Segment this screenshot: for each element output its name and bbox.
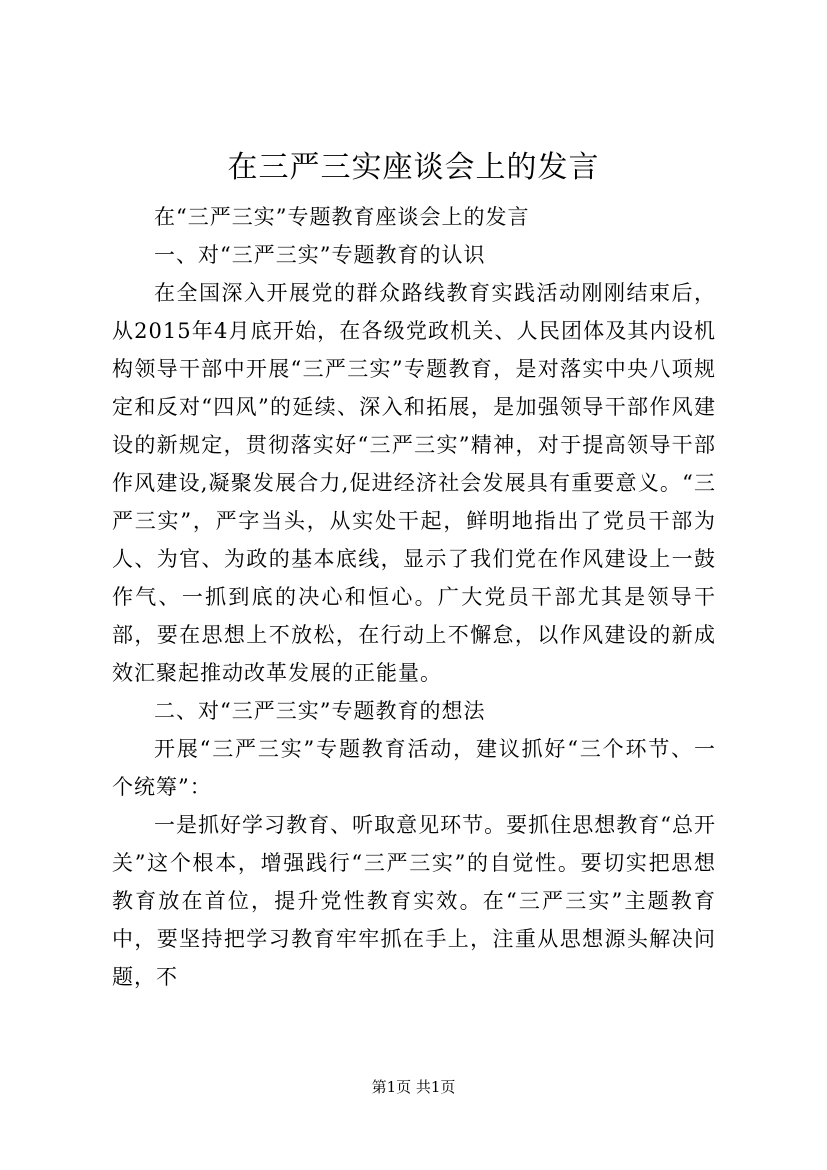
document-body (112, 198, 716, 996)
paragraph-subtitle: 在“三严三实”专题教育座谈会上的发言 (154, 205, 530, 229)
paragraph-body-1: 在全国深入开展党的群众路线教育实践活动刚刚结束后，从2015年4月底开始，在各级党政机关、人民团体及其内设机构领导干部中开展“三严三实”专题教育，是对落实中央八项规定和反对“四风”的延续、深入和拓展，是加强领导干部作风建设的新规定，贯彻落实好“三严三实”精神，对于提高领导干部作风建设,凝聚发展合力,促进经济社会发展具有重要意义。“三严三实”，严字当头，从实处干起，鲜明地指出了党员干部为人、为官、为政的基本底线，显示了我们党在作风建设上一鼓作气、一抓到底的决心和恒心。广大党员干部尤其是领导干部，要在思想上不放松，在行动上不懈怠，以作风建设的新成效汇聚起推动改革发展的正能量。 (112, 281, 716, 685)
paragraph-body-3: 一是抓好学习教育、听取意见环节。要抓住思想教育“总开关”这个根本，增强践行“三严三实”的自觉性。要切实把思想教育放在首位，提升党性教育实效。在“三严三实”主题教育中，要坚持把学习教育牢牢抓在手上，注重从思想源头解决问题，不 (112, 813, 716, 989)
section-heading-1: 一、对“三严三实”专题教育的认识 (154, 243, 486, 267)
page-number-footer: 第1页 共1页 (371, 1078, 456, 1096)
paragraph-body-2: 开展“三严三实”专题教育活动，建议抓好“三个环节、一个统筹”： (112, 737, 716, 799)
document-title: 在三严三实座谈会上的发言 (227, 150, 600, 185)
section-heading-2: 二、对“三严三实”专题教育的想法 (154, 699, 486, 723)
